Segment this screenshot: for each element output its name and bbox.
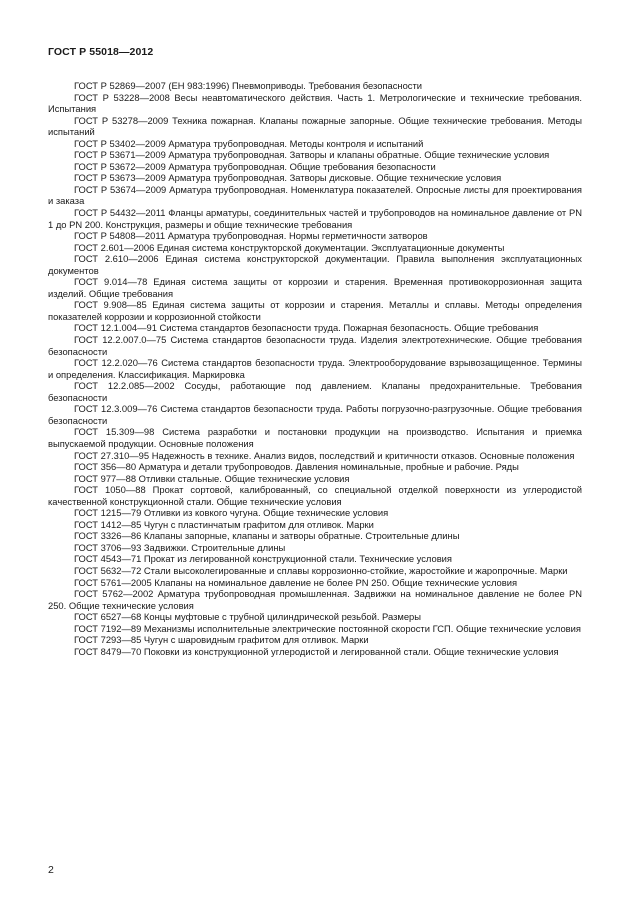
reference-item: ГОСТ 2.601—2006 Единая система конструкторской документации. Эксплуатационные документы (74, 241, 505, 253)
reference-item: ГОСТ Р 53402—2009 Арматура трубопроводная. Методы контроля и испытаний (74, 137, 424, 149)
reference-item: ГОСТ 3326—86 Клапаны запорные, клапаны и затворы обратные. Строительные длины (74, 530, 460, 542)
reference-item: ГОСТ Р 53228—2008 Весы неавтоматического действия. Часть 1. Метрологические и технические требования. Испытания (48, 91, 582, 115)
reference-item: ГОСТ 12.2.007.0—75 Система стандартов безопасности труда. Изделия электротехнические. Общие требования безопасности (48, 334, 582, 357)
reference-item: ГОСТ 9.908—85 Единая система защиты от коррозии и старения. Металлы и сплавы. Методы определения показателей коррозии и коррозионной стойкости (48, 299, 582, 322)
reference-item: ГОСТ 8479—70 Поковки из конструкционной углеродистой и легированной стали. Общие технические условия (74, 645, 559, 657)
reference-item: ГОСТ 12.2.085—2002 Сосуды, работающие под давлением. Клапаны предохранительные. Требования безопасности (48, 380, 582, 403)
reference-item: ГОСТ 1215—79 Отливки из ковкого чугуна. Общие технические условия (74, 507, 389, 519)
reference-item: ГОСТ 5762—2002 Арматура трубопроводная промышленная. Задвижки на номинальное давление не более PN 250. Общие технические условия (48, 588, 582, 611)
normative-references-list (48, 80, 582, 657)
reference-item: ГОСТ 4543—71 Прокат из легированной конструкционной стали. Технические условия (74, 553, 453, 565)
reference-item: ГОСТ 12.3.009—76 Система стандартов безопасности труда. Работы погрузочно-разгрузочные. Общие требования безопасности (48, 403, 582, 426)
reference-item: ГОСТ 12.2.020—76 Система стандартов безопасности труда. Электрооборудование взрывозащищенное. Термины и определения. Классификация. Маркировка (48, 357, 582, 380)
reference-item: ГОСТ Р 54432—2011 Фланцы арматуры, соединительных частей и трубопроводов на номинальное давление от PN 1 до PN 200. Конструкция, размеры и общие технические требования (48, 207, 582, 230)
page-number: 2 (48, 864, 54, 876)
reference-item: ГОСТ 7192—89 Механизмы исполнительные электрические постоянной скорости ГСП. Общие технические условия (74, 622, 581, 634)
reference-item: ГОСТ 12.1.004—91 Система стандартов безопасности труда. Пожарная безопасность. Общие требования (74, 322, 539, 334)
reference-item: ГОСТ 5761—2005 Клапаны на номинальное давление не более PN 250. Общие технические условия (74, 576, 518, 588)
reference-item: ГОСТ 27.310—95 Надежность в технике. Анализ видов, последствий и критичности отказов. Основные положения (74, 449, 575, 461)
reference-item: ГОСТ Р 53674—2009 Арматура трубопроводная. Номенклатура показателей. Опросные листы для проектирования и заказа (48, 183, 582, 207)
reference-item: ГОСТ Р 53672—2009 Арматура трубопроводная. Общие требования безопасности (74, 160, 436, 172)
reference-item: ГОСТ Р 54808—2011 Арматура трубопроводная. Нормы герметичности затворов (74, 230, 428, 242)
reference-item: ГОСТ 9.014—78 Единая система защиты от коррозии и старения. Временная противокоррозионная защита изделий. Общие требования (48, 276, 582, 299)
reference-item: ГОСТ 7293—85 Чугун с шаровидным графитом для отливок. Марки (74, 634, 369, 646)
reference-item: ГОСТ Р 53671—2009 Арматура трубопроводная. Затворы и клапаны обратные. Общие технические условия (74, 149, 550, 161)
reference-item: ГОСТ 2.610—2006 Единая система конструкторской документации. Правила выполнения эксплуатационных документов (48, 253, 582, 276)
reference-item: ГОСТ 6527—68 Концы муфтовые с трубной цилиндрической резьбой. Размеры (74, 611, 421, 623)
reference-item: ГОСТ Р 53278—2009 Техника пожарная. Клапаны пожарные запорные. Общие технические требования. Методы испытаний (48, 114, 582, 138)
reference-item: ГОСТ Р 52869—2007 (ЕН 983:1996) Пневмоприводы. Требования безопасности (74, 80, 423, 91)
document-header: ГОСТ Р 55018—2012 (48, 46, 154, 58)
reference-item: ГОСТ 15.309—98 Система разработки и постановки продукции на производство. Испытания и приемка выпускаемой продукции. Основные положения (48, 426, 582, 449)
reference-item: ГОСТ 977—88 Отливки стальные. Общие технические условия (74, 472, 350, 484)
reference-item: ГОСТ Р 53673—2009 Арматура трубопроводная. Затворы дисковые. Общие технические условия (74, 172, 502, 184)
reference-item: ГОСТ 356—80 Арматура и детали трубопроводов. Давления номинальные, пробные и рабочие. Ряды (74, 461, 519, 473)
reference-item: ГОСТ 3706—93 Задвижки. Строительные длины (74, 541, 286, 553)
reference-item: ГОСТ 1050—88 Прокат сортовой, калиброванный, со специальной отделкой поверхности из углеродистой качественной конструкционной стали. Общие технические условия (48, 484, 582, 507)
reference-item: ГОСТ 1412—85 Чугун с пластинчатым графитом для отливок. Марки (74, 518, 374, 530)
reference-item: ГОСТ 5632—72 Стали высоколегированные и сплавы коррозионно-стойкие, жаростойкие и жаропрочные. Марки (74, 564, 568, 576)
